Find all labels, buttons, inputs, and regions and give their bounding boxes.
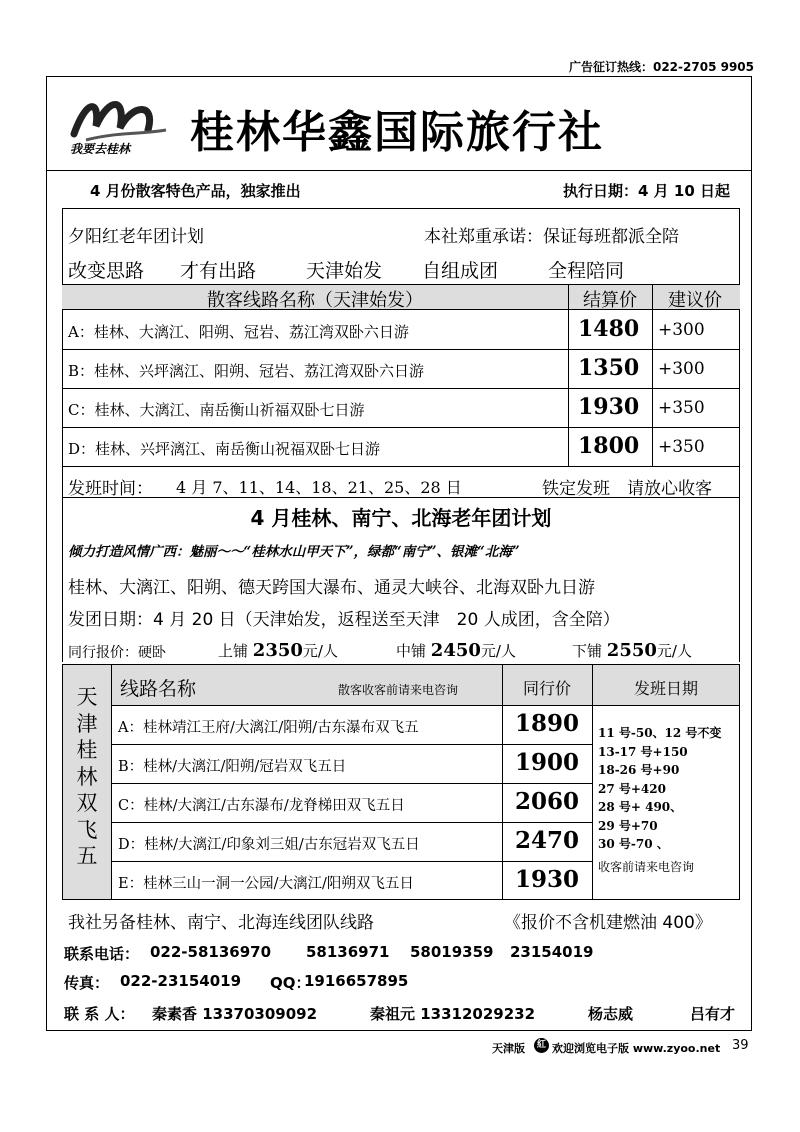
schedule-item: 18-26 号+90 bbox=[598, 763, 680, 777]
departure-note: 铁定发班 请放心收客 bbox=[542, 479, 712, 499]
header-dates: 发班日期 bbox=[633, 679, 698, 698]
side-char: 天 bbox=[76, 685, 98, 709]
row-price: 2060 bbox=[514, 788, 579, 815]
row-price: 1900 bbox=[514, 749, 579, 776]
row-price: 1890 bbox=[514, 710, 579, 737]
side-char: 津 bbox=[76, 711, 98, 736]
plan2-tagline: 倾力打造风情广西：魅丽～～“桂林水山甲天下”，绿都“南宁”、银滩“北海” bbox=[68, 544, 520, 560]
plan1-promise: 本社郑重承诺：保证每班都派全陪 bbox=[424, 227, 679, 247]
slogan-2: 才有出路 bbox=[180, 260, 257, 282]
footer-url[interactable]: 欢迎浏览电子版 www.zyoo.net bbox=[552, 1042, 721, 1055]
table-row: D：桂林/大漓江/印象刘三姐/古东冠岩双飞五日 bbox=[118, 837, 420, 853]
fax-label: 传真： bbox=[64, 974, 110, 992]
footer-edition: 天津版 bbox=[492, 1042, 525, 1055]
qq-label: QQ： bbox=[270, 974, 311, 992]
schedule-list bbox=[598, 724, 721, 876]
contact-1: 秦素香 13370309092 bbox=[152, 1005, 318, 1023]
row-price: 1930 bbox=[578, 394, 640, 420]
row-price: 2470 bbox=[514, 827, 579, 854]
header-route: 散客线路名称（天津始发） bbox=[207, 290, 423, 311]
schedule-item: 27 号+420 bbox=[598, 781, 666, 796]
plan1-name: 夕阳红老年团计划 bbox=[68, 227, 204, 247]
plan2-route: 桂林、大漓江、阳朔、德天跨国大瀑布、通灵大峡谷、北海双卧九日游 bbox=[68, 578, 595, 598]
effective-date: 执行日期：4 月 10 日起 bbox=[563, 182, 730, 200]
berth-label: 中铺 bbox=[396, 642, 427, 660]
row-suggest: +300 bbox=[658, 359, 705, 379]
phone-3: 58019359 bbox=[410, 943, 494, 961]
table-row: B：桂林/大漓江/阳朔/冠岩双飞五日 bbox=[118, 759, 347, 775]
header-same-price: 同行价 bbox=[522, 679, 571, 698]
plan1-header-row bbox=[62, 284, 740, 310]
slogan-3: 天津始发 bbox=[306, 260, 383, 282]
header-divider bbox=[46, 170, 752, 171]
row-suggest: +300 bbox=[658, 320, 705, 340]
page-title: 桂林华鑫国际旅行社 bbox=[190, 107, 604, 158]
side-char: 飞 bbox=[76, 817, 98, 842]
promo-line: 4 月份散客特色产品，独家推出 bbox=[90, 182, 301, 200]
logo-caption: 我要去桂林 bbox=[70, 142, 131, 156]
price-note: 《报价不含机建燃油 400》 bbox=[504, 913, 712, 933]
row-suggest: +350 bbox=[658, 437, 705, 457]
contact-2: 秦祖元 13312029232 bbox=[370, 1005, 536, 1023]
schedule-item: 11 号-50、12 号不变 bbox=[598, 726, 722, 740]
side-char: 双 bbox=[76, 791, 98, 815]
slogan-1: 改变思路 bbox=[68, 260, 145, 282]
header-note: 散客收客前请来电咨询 bbox=[338, 683, 459, 697]
table-row: A：桂林靖江王府/大漓江/阳朔/古东瀑布双飞五 bbox=[118, 720, 419, 736]
schedule-item: 30 号-70 、 bbox=[598, 837, 669, 851]
side-char: 桂 bbox=[76, 738, 98, 762]
header-route-name: 线路名称 bbox=[120, 678, 197, 700]
phone-1: 022-58136970 bbox=[150, 943, 272, 961]
side-label bbox=[63, 684, 111, 870]
contact-3: 杨志威 bbox=[588, 1005, 634, 1023]
berth-price: 2450 bbox=[430, 640, 481, 661]
side-char: 五 bbox=[76, 844, 98, 868]
berth-middle bbox=[396, 640, 516, 661]
footer-badge: 紅 bbox=[534, 1038, 549, 1053]
berth-lower bbox=[572, 640, 692, 661]
qq-number: 1916657895 bbox=[304, 972, 409, 990]
table-row: E：桂林三山一洞一公园/大漓江/阳朔双飞五日 bbox=[118, 876, 414, 892]
row-price: 1350 bbox=[578, 355, 640, 381]
berth-label: 上铺 bbox=[218, 642, 249, 660]
schedule-item: 收客前请来电咨询 bbox=[598, 859, 695, 874]
contact-label: 联 系 人： bbox=[64, 1005, 135, 1023]
table-row: C：桂林、大漓江、南岳衡山祈福双卧七日游 bbox=[68, 401, 365, 419]
berth-unit: 元/人 bbox=[656, 642, 692, 660]
contact-4: 吕有才 bbox=[690, 1005, 736, 1023]
plan2-title: 4 月桂林、南宁、北海老年团计划 bbox=[250, 506, 552, 530]
header-price: 结算价 bbox=[583, 290, 637, 311]
row-price: 1930 bbox=[514, 866, 579, 893]
berth-label: 下铺 bbox=[572, 642, 603, 660]
berth-unit: 元/人 bbox=[302, 642, 338, 660]
row-price: 1480 bbox=[578, 316, 640, 342]
page-number: 39 bbox=[732, 1038, 749, 1053]
quote-label: 同行报价：硬卧 bbox=[68, 645, 166, 661]
phone-label: 联系电话： bbox=[64, 945, 140, 963]
berth-price: 2350 bbox=[252, 640, 303, 661]
fax-number: 022-23154019 bbox=[120, 972, 242, 990]
schedule-item: 13-17 号+150 bbox=[598, 744, 688, 759]
row-price: 1800 bbox=[578, 433, 640, 459]
extra-routes: 我社另备桂林、南宁、北海连线团队线路 bbox=[68, 913, 374, 933]
header-suggest: 建议价 bbox=[668, 290, 722, 311]
schedule-item: 29 号+70 bbox=[598, 818, 658, 833]
phone-2: 58136971 bbox=[306, 943, 390, 961]
berth-upper bbox=[218, 640, 338, 661]
slogan-4: 自组成团 bbox=[422, 260, 499, 282]
departure-dates: 4 月 7、11、14、18、21、25、28 日 bbox=[176, 478, 462, 497]
table-row: C：桂林/大漓江/古东瀑布/龙脊梯田双飞五日 bbox=[118, 798, 405, 814]
table-row: A：桂林、大漓江、阳朔、冠岩、荔江湾双卧六日游 bbox=[68, 323, 409, 341]
agency-logo bbox=[66, 90, 174, 160]
phone-4: 23154019 bbox=[510, 943, 594, 961]
berth-unit: 元/人 bbox=[480, 642, 516, 660]
table-row: B：桂林、兴坪漓江、阳朔、冠岩、荔江湾双卧六日游 bbox=[68, 362, 425, 380]
ad-hotline: 广告征订热线：022-2705 9905 bbox=[568, 60, 754, 74]
berth-price: 2550 bbox=[606, 640, 657, 661]
plan2-date: 发团日期：4 月 20 日（天津始发，返程送至天津 20 人成团，含全陪） bbox=[68, 610, 620, 630]
slogan-5: 全程陪同 bbox=[548, 260, 625, 282]
departure-label: 发班时间： bbox=[68, 479, 153, 499]
side-char: 林 bbox=[76, 764, 98, 789]
row-suggest: +350 bbox=[658, 398, 705, 418]
table-row: D：桂林、兴坪漓江、南岳衡山祝福双卧七日游 bbox=[68, 440, 381, 458]
schedule-item: 28 号+ 490、 bbox=[598, 800, 683, 814]
